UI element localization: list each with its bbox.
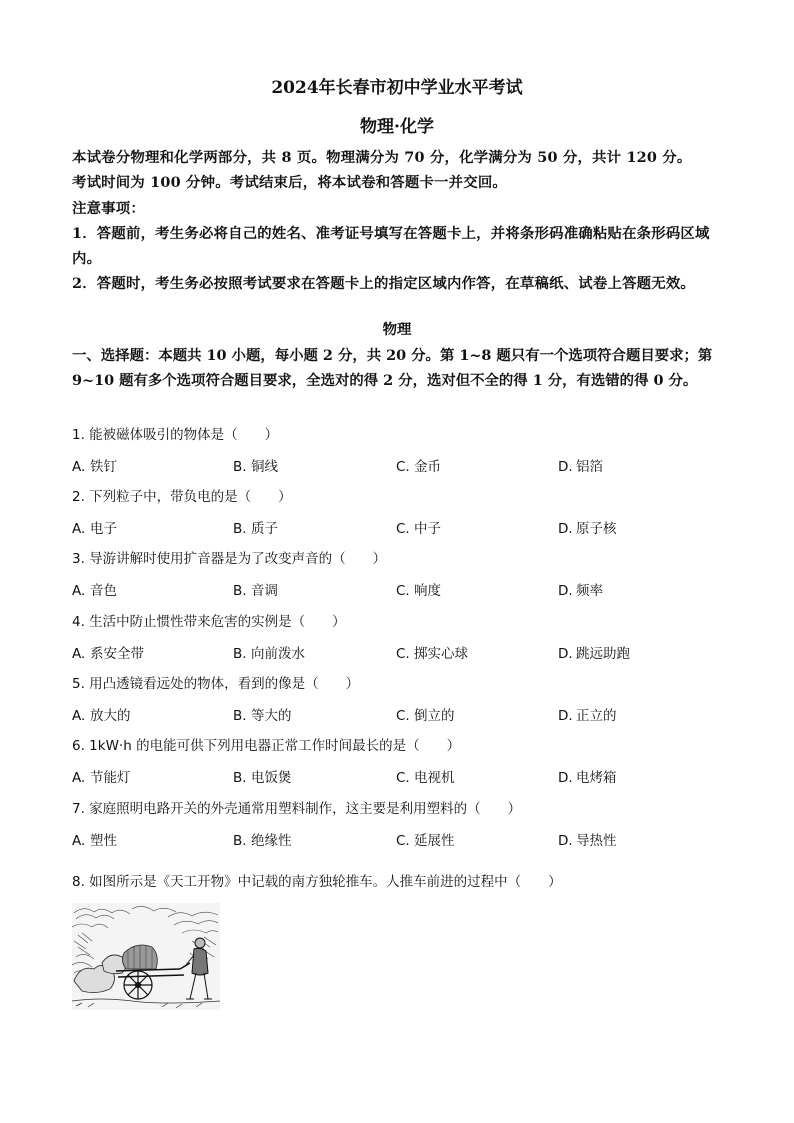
question-2 xyxy=(72,485,732,537)
exam-intro xyxy=(72,145,722,195)
option-letter: A. xyxy=(72,583,86,599)
question-1 xyxy=(72,423,732,475)
question-5 xyxy=(72,672,732,724)
option-text: 音色 xyxy=(90,583,117,599)
option-row xyxy=(72,455,732,475)
intro-line-2: 考试时间为 100 分钟。考试结束后，将本试卷和答题卡一并交回。 xyxy=(72,174,508,191)
option-c[interactable] xyxy=(396,455,441,475)
option-letter: D. xyxy=(558,833,573,849)
question-stem: 8. 如图所示是《天工开物》中记载的南方独轮推车。人推车前进的过程中（ ） xyxy=(72,874,562,890)
exam-subtitle: 物理·化学 xyxy=(360,117,434,137)
option-letter: D. xyxy=(558,459,573,475)
option-letter: B. xyxy=(233,583,247,599)
option-letter: A. xyxy=(72,770,86,786)
option-letter: B. xyxy=(233,833,247,849)
option-text: 塑性 xyxy=(90,833,117,849)
option-c[interactable] xyxy=(396,579,441,599)
option-c[interactable] xyxy=(396,704,455,724)
option-b[interactable] xyxy=(233,642,305,662)
option-letter: D. xyxy=(558,708,573,724)
option-row xyxy=(72,517,732,537)
option-letter: B. xyxy=(233,459,247,475)
question-7 xyxy=(72,797,732,849)
option-text: 铁钉 xyxy=(90,459,117,475)
option-letter: C. xyxy=(396,770,410,786)
option-text: 导热性 xyxy=(576,833,617,849)
option-letter: A. xyxy=(72,646,86,662)
question-stem: 1. 能被磁体吸引的物体是（ ） xyxy=(72,427,279,443)
option-a[interactable] xyxy=(72,455,117,475)
option-text: 铜线 xyxy=(251,459,278,475)
section-title: 物理 xyxy=(382,321,412,338)
option-letter: A. xyxy=(72,833,86,849)
notes-block xyxy=(72,196,722,296)
option-d[interactable] xyxy=(558,455,603,475)
option-letter: A. xyxy=(72,459,86,475)
option-text: 跳远助跑 xyxy=(576,646,630,662)
option-c[interactable] xyxy=(396,642,468,662)
option-text: 响度 xyxy=(414,583,441,599)
option-b[interactable] xyxy=(233,766,292,786)
note-1: 1．答题前，考生务必将自己的姓名、准考证号填写在答题卡上，并将条形码准确粘贴在条形码区域内。 xyxy=(72,225,710,267)
option-a[interactable] xyxy=(72,517,117,537)
option-d[interactable] xyxy=(558,579,603,599)
option-a[interactable] xyxy=(72,642,144,662)
option-letter: D. xyxy=(558,646,573,662)
option-text: 掷实心球 xyxy=(414,646,468,662)
option-row xyxy=(72,704,732,724)
question-6 xyxy=(72,734,732,786)
option-letter: A. xyxy=(72,708,86,724)
option-text: 铝箔 xyxy=(576,459,603,475)
option-letter: D. xyxy=(558,583,573,599)
option-text: 电视机 xyxy=(414,770,455,786)
question-stem: 2. 下列粒子中，带负电的是（ ） xyxy=(72,489,292,505)
option-text: 质子 xyxy=(251,521,278,537)
option-b[interactable] xyxy=(233,517,278,537)
option-d[interactable] xyxy=(558,704,617,724)
option-c[interactable] xyxy=(396,766,455,786)
option-text: 中子 xyxy=(414,521,441,537)
option-text: 延展性 xyxy=(414,833,455,849)
question-stem: 4. 生活中防止惯性带来危害的实例是（ ） xyxy=(72,614,346,630)
question-stem: 3. 导游讲解时使用扩音器是为了改变声音的（ ） xyxy=(72,551,387,567)
option-b[interactable] xyxy=(233,829,292,849)
question-4 xyxy=(72,610,732,662)
option-text: 等大的 xyxy=(251,708,292,724)
option-b[interactable] xyxy=(233,455,278,475)
option-d[interactable] xyxy=(558,829,617,849)
option-text: 倒立的 xyxy=(414,708,455,724)
option-letter: B. xyxy=(233,521,247,537)
option-a[interactable] xyxy=(72,829,117,849)
wheel xyxy=(124,971,152,999)
option-a[interactable] xyxy=(72,579,117,599)
option-d[interactable] xyxy=(558,642,630,662)
option-c[interactable] xyxy=(396,517,441,537)
option-a[interactable] xyxy=(72,704,131,724)
question-stem: 5. 用凸透镜看远处的物体，看到的像是（ ） xyxy=(72,676,360,692)
option-letter: C. xyxy=(396,521,410,537)
option-letter: C. xyxy=(396,833,410,849)
option-text: 电子 xyxy=(90,521,117,537)
option-text: 向前泼水 xyxy=(251,646,305,662)
option-row xyxy=(72,829,732,849)
note-2: 2．答题时，考生务必按照考试要求在答题卡上的指定区域内作答，在草稿纸、试卷上答题无效。 xyxy=(72,275,696,292)
option-text: 音调 xyxy=(251,583,278,599)
option-d[interactable] xyxy=(558,517,617,537)
option-text: 正立的 xyxy=(576,708,617,724)
option-letter: B. xyxy=(233,708,247,724)
option-text: 电饭煲 xyxy=(251,770,292,786)
option-row xyxy=(72,642,732,662)
option-text: 原子核 xyxy=(576,521,617,537)
question-stem: 7. 家庭照明电路开关的外壳通常用塑料制作，这主要是利用塑料的（ ） xyxy=(72,801,522,817)
exam-title: 2024年长春市初中学业水平考试 xyxy=(271,78,523,98)
option-row xyxy=(72,766,732,786)
section-description: 一、选择题：本题共 10 小题，每小题 2 分，共 20 分。第 1~8 题只有一个选项符合题目要求；第 9~10 题有多个选项符合题目要求，全选对的得 2 分，选对但不全的得 1 分，有选错的得 0 分。 xyxy=(72,347,713,389)
option-b[interactable] xyxy=(233,704,292,724)
option-text: 电烤箱 xyxy=(576,770,617,786)
option-text: 系安全带 xyxy=(90,646,144,662)
question-stem: 6. 1kW·h 的电能可供下列用电器正常工作时间最长的是（ ） xyxy=(72,738,461,754)
option-c[interactable] xyxy=(396,829,455,849)
option-row xyxy=(72,579,732,599)
option-letter: B. xyxy=(233,770,247,786)
option-b[interactable] xyxy=(233,579,278,599)
option-letter: C. xyxy=(396,459,410,475)
option-d[interactable] xyxy=(558,766,617,786)
intro-line-1: 本试卷分物理和化学两部分，共 8 页。物理满分为 70 分，化学满分为 50 分，共计 120 分。 xyxy=(72,149,692,166)
option-text: 频率 xyxy=(576,583,603,599)
option-letter: B. xyxy=(233,646,247,662)
option-letter: A. xyxy=(72,521,86,537)
option-letter: C. xyxy=(396,708,410,724)
option-letter: C. xyxy=(396,646,410,662)
notes-title: 注意事项： xyxy=(72,200,145,217)
wheelbarrow-woodcut-figure xyxy=(72,903,220,1010)
question-3 xyxy=(72,547,732,599)
option-text: 金币 xyxy=(414,459,441,475)
option-text: 放大的 xyxy=(90,708,131,724)
option-text: 节能灯 xyxy=(90,770,131,786)
option-text: 绝缘性 xyxy=(251,833,292,849)
option-letter: C. xyxy=(396,583,410,599)
question-8 xyxy=(72,870,732,890)
option-a[interactable] xyxy=(72,766,131,786)
option-letter: D. xyxy=(558,521,573,537)
option-letter: D. xyxy=(558,770,573,786)
